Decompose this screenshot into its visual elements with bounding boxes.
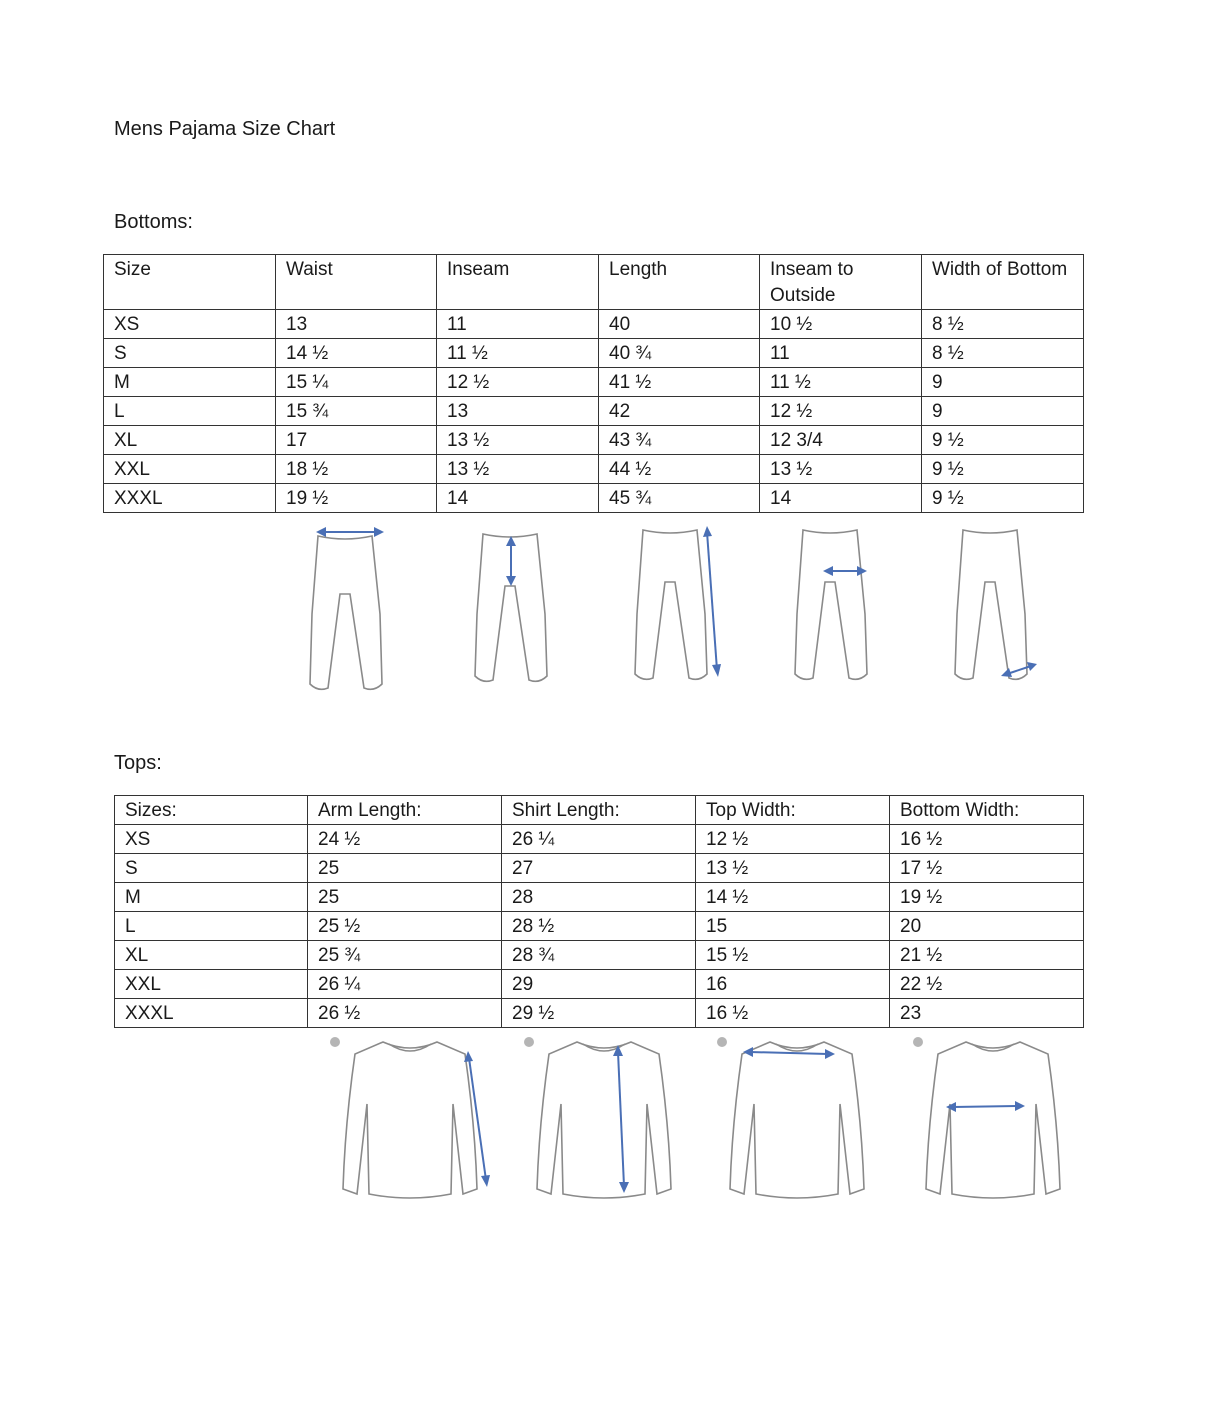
table-cell: XS [104,310,276,339]
table-cell: 28 ¾ [502,941,696,970]
table-cell: 29 [502,970,696,999]
table-row [115,883,1084,912]
table-cell: 9 [922,368,1084,397]
table-cell: L [115,912,308,941]
table-cell: 40 ¾ [599,339,760,368]
table-cell: S [104,339,276,368]
table-cell: 8 ½ [922,339,1084,368]
table-cell: 19 ½ [890,883,1084,912]
table-cell: 11 ½ [760,368,922,397]
table-cell: 15 ¾ [276,397,437,426]
table-cell: L [104,397,276,426]
column-header: Inseam [437,255,599,310]
table-header-row [104,255,1084,310]
table-row [115,941,1084,970]
column-header: Inseam to Outside [760,255,922,310]
tops-size-table [114,795,1084,1028]
table-row [115,970,1084,999]
table-cell: 42 [599,397,760,426]
table-cell: 11 ½ [437,339,599,368]
table-cell: 29 ½ [502,999,696,1028]
shirt-length-icon [519,1034,679,1204]
table-cell: 9 ½ [922,426,1084,455]
table-cell: S [115,854,308,883]
table-row [104,368,1084,397]
table-header-row [115,796,1084,825]
column-header: Length [599,255,760,310]
shirt-bottom-width-icon [908,1034,1068,1204]
table-cell: M [115,883,308,912]
page-title: Mens Pajama Size Chart [114,118,336,140]
table-cell: 25 [308,854,502,883]
table-cell: 19 ½ [276,484,437,513]
table-cell: 24 ½ [308,825,502,854]
table-cell: 15 ¼ [276,368,437,397]
column-header: Sizes: [115,796,308,825]
table-cell: XXXL [104,484,276,513]
pants-waist-icon [300,524,390,696]
table-cell: 14 ½ [276,339,437,368]
table-row [104,339,1084,368]
table-cell: 13 [276,310,437,339]
pants-width-of-bottom-icon [945,524,1045,696]
table-cell: 27 [502,854,696,883]
table-cell: 14 [760,484,922,513]
table-cell: 16 [696,970,890,999]
column-header: Width of Bottom [922,255,1084,310]
table-cell: 13 ½ [696,854,890,883]
pants-inseam-to-outside-icon [785,524,875,696]
table-cell: 26 ¼ [308,970,502,999]
pants-length-icon [625,524,735,696]
column-header: Top Width: [696,796,890,825]
table-cell: 14 ½ [696,883,890,912]
table-cell: 13 ½ [437,426,599,455]
table-cell: 12 ½ [760,397,922,426]
table-cell: XS [115,825,308,854]
table-cell: 20 [890,912,1084,941]
table-row [115,999,1084,1028]
table-row [104,455,1084,484]
shirt-top-width-icon [712,1034,872,1204]
table-row [104,310,1084,339]
table-cell: 45 ¾ [599,484,760,513]
table-row [115,912,1084,941]
column-header: Waist [276,255,437,310]
table-cell: 28 [502,883,696,912]
table-cell: 21 ½ [890,941,1084,970]
table-cell: 15 ½ [696,941,890,970]
bottoms-size-table [103,254,1084,513]
table-cell: XXL [104,455,276,484]
table-cell: 16 ½ [890,825,1084,854]
table-cell: XXXL [115,999,308,1028]
table-cell: 23 [890,999,1084,1028]
table-row [104,397,1084,426]
table-cell: 12 ½ [437,368,599,397]
column-header: Arm Length: [308,796,502,825]
table-cell: 43 ¾ [599,426,760,455]
table-cell: 25 ½ [308,912,502,941]
table-row [104,484,1084,513]
table-row [104,426,1084,455]
table-row [115,825,1084,854]
table-cell: 12 3/4 [760,426,922,455]
table-cell: 8 ½ [922,310,1084,339]
table-cell: M [104,368,276,397]
table-cell: 13 ½ [760,455,922,484]
table-cell: 26 ¼ [502,825,696,854]
table-cell: 11 [437,310,599,339]
table-cell: 9 [922,397,1084,426]
table-cell: 15 [696,912,890,941]
shirt-arm-length-icon [325,1034,500,1204]
column-header: Size [104,255,276,310]
table-cell: 25 ¾ [308,941,502,970]
table-cell: 14 [437,484,599,513]
table-cell: 9 ½ [922,484,1084,513]
table-cell: 41 ½ [599,368,760,397]
table-cell: 26 ½ [308,999,502,1028]
table-cell: 12 ½ [696,825,890,854]
table-cell: 10 ½ [760,310,922,339]
table-cell: 25 [308,883,502,912]
pants-inseam-icon [465,524,555,696]
table-cell: XL [104,426,276,455]
table-cell: 22 ½ [890,970,1084,999]
table-cell: 13 ½ [437,455,599,484]
table-cell: 28 ½ [502,912,696,941]
column-header: Shirt Length: [502,796,696,825]
table-cell: 44 ½ [599,455,760,484]
bottoms-heading: Bottoms: [114,211,193,233]
table-cell: 16 ½ [696,999,890,1028]
column-header: Bottom Width: [890,796,1084,825]
table-cell: 18 ½ [276,455,437,484]
table-cell: 17 [276,426,437,455]
table-cell: 11 [760,339,922,368]
table-cell: 13 [437,397,599,426]
table-cell: XL [115,941,308,970]
table-cell: XXL [115,970,308,999]
table-row [115,854,1084,883]
table-cell: 9 ½ [922,455,1084,484]
table-cell: 40 [599,310,760,339]
tops-heading: Tops: [114,752,162,774]
table-cell: 17 ½ [890,854,1084,883]
